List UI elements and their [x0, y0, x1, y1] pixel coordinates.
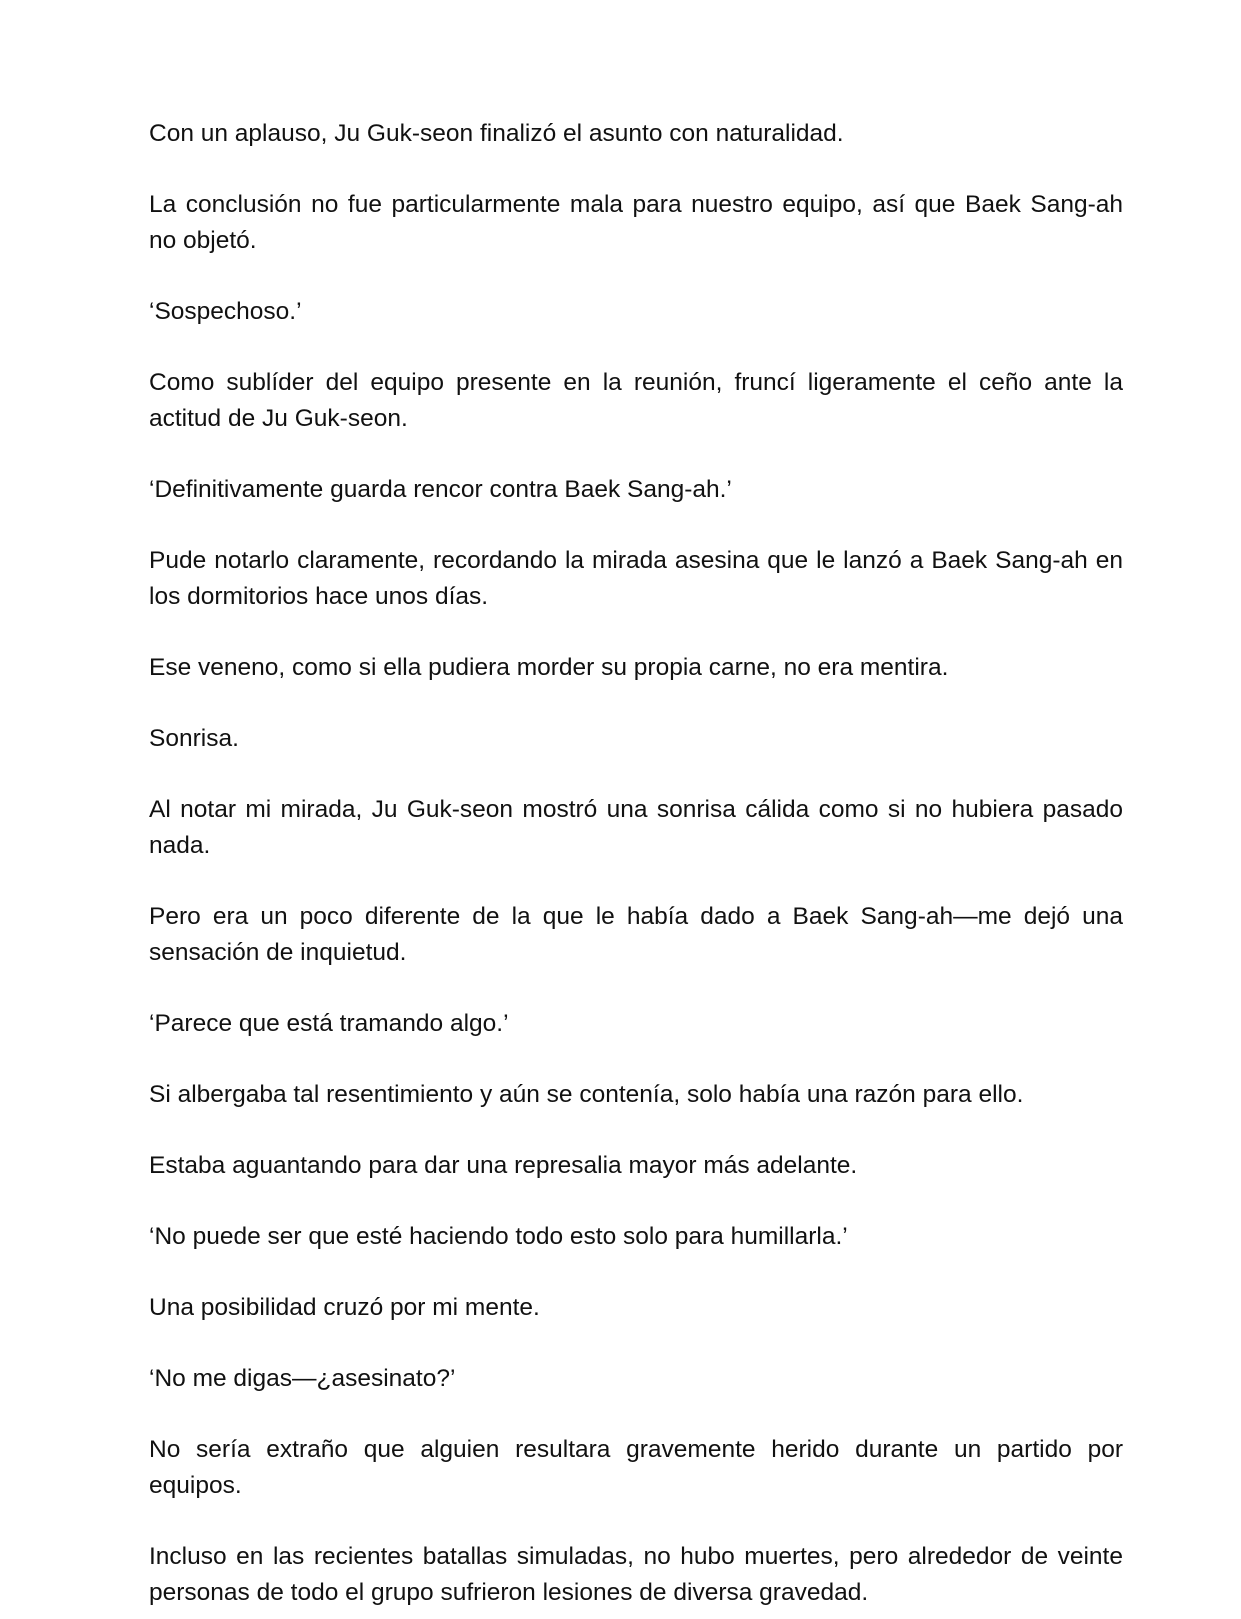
paragraph: Pude notarlo claramente, recordando la mirada asesina que le lanzó a Baek Sang-ah en los dormitorios hace unos días.: [149, 547, 1123, 610]
paragraph: Como sublíder del equipo presente en la reunión, fruncí ligeramente el ceño ante la actitud de Ju Guk-seon.: [149, 369, 1123, 432]
paragraph: ‘Definitivamente guarda rencor contra Baek Sang-ah.’: [149, 476, 732, 503]
document-body: [149, 116, 1123, 1611]
paragraph: No sería extraño que alguien resultara gravemente herido durante un partido por equipos.: [149, 1436, 1123, 1499]
paragraph: Sonrisa.: [149, 725, 239, 752]
paragraph: ‘No puede ser que esté haciendo todo esto solo para humillarla.’: [149, 1223, 848, 1250]
paragraph: Una posibilidad cruzó por mi mente.: [149, 1294, 540, 1321]
paragraph: ‘Sospechoso.’: [149, 298, 302, 325]
paragraph: ‘Parece que está tramando algo.’: [149, 1010, 509, 1037]
paragraph: ‘No me digas—¿asesinato?’: [149, 1365, 456, 1392]
paragraph: Incluso en las recientes batallas simuladas, no hubo muertes, pero alrededor de veinte personas de todo el grupo sufrieron lesiones de diversa gravedad.: [149, 1543, 1123, 1606]
paragraph: Ese veneno, como si ella pudiera morder su propia carne, no era mentira.: [149, 654, 949, 681]
paragraph: Estaba aguantando para dar una represalia mayor más adelante.: [149, 1152, 858, 1179]
paragraph: La conclusión no fue particularmente mala para nuestro equipo, así que Baek Sang-ah no objetó.: [149, 191, 1123, 254]
paragraph: Al notar mi mirada, Ju Guk-seon mostró una sonrisa cálida como si no hubiera pasado nada.: [149, 796, 1123, 859]
paragraph: Si albergaba tal resentimiento y aún se contenía, solo había una razón para ello.: [149, 1081, 1024, 1108]
paragraph: Con un aplauso, Ju Guk-seon finalizó el asunto con naturalidad.: [149, 120, 844, 147]
paragraph: Pero era un poco diferente de la que le había dado a Baek Sang-ah—me dejó una sensación de inquietud.: [149, 903, 1123, 966]
